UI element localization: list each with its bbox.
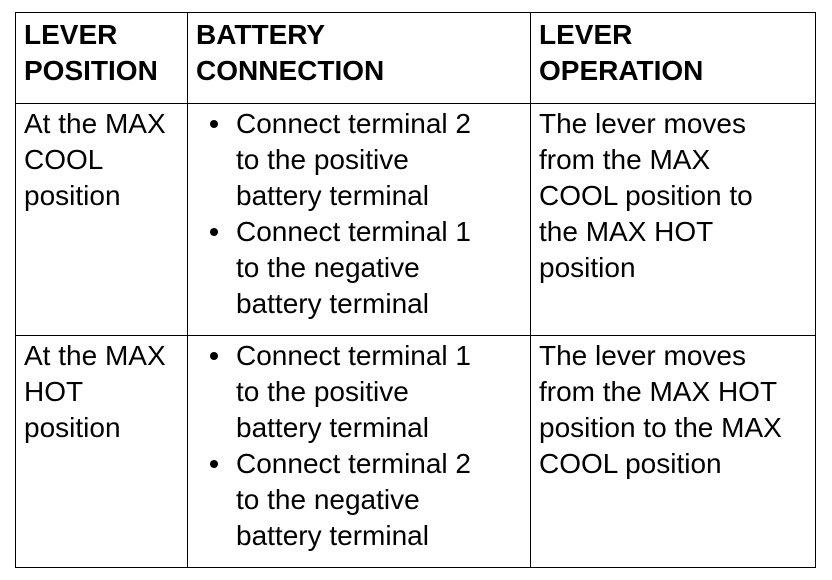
connection-item: Connect terminal 1 to the positive battery terminal [236,338,522,446]
connection-item: Connect terminal 1 to the negative battery terminal [236,214,522,322]
header-battery-connection: BATTERY CONNECTION [188,13,531,104]
lever-operation-cell: The lever moves from the MAX COOL position to the MAX HOT position [531,104,816,336]
header-row [16,13,816,104]
header-lever-operation: LEVER OPERATION [531,13,816,104]
connection-item: Connect terminal 2 to the negative battery terminal [236,446,522,554]
connection-item: Connect terminal 2 to the positive battery terminal [236,106,522,214]
lever-position-cell: At the MAX COOL position [16,104,188,336]
lever-operation-cell: The lever moves from the MAX HOT position to the MAX COOL position [531,336,816,568]
connection-list [196,338,522,554]
lever-position-cell: At the MAX HOT position [16,336,188,568]
table-row [16,336,816,568]
battery-connection-cell [188,336,531,568]
lever-operation-table [15,12,816,568]
table-row [16,104,816,336]
battery-connection-cell [188,104,531,336]
header-lever-position: LEVER POSITION [16,13,188,104]
connection-list [196,106,522,322]
